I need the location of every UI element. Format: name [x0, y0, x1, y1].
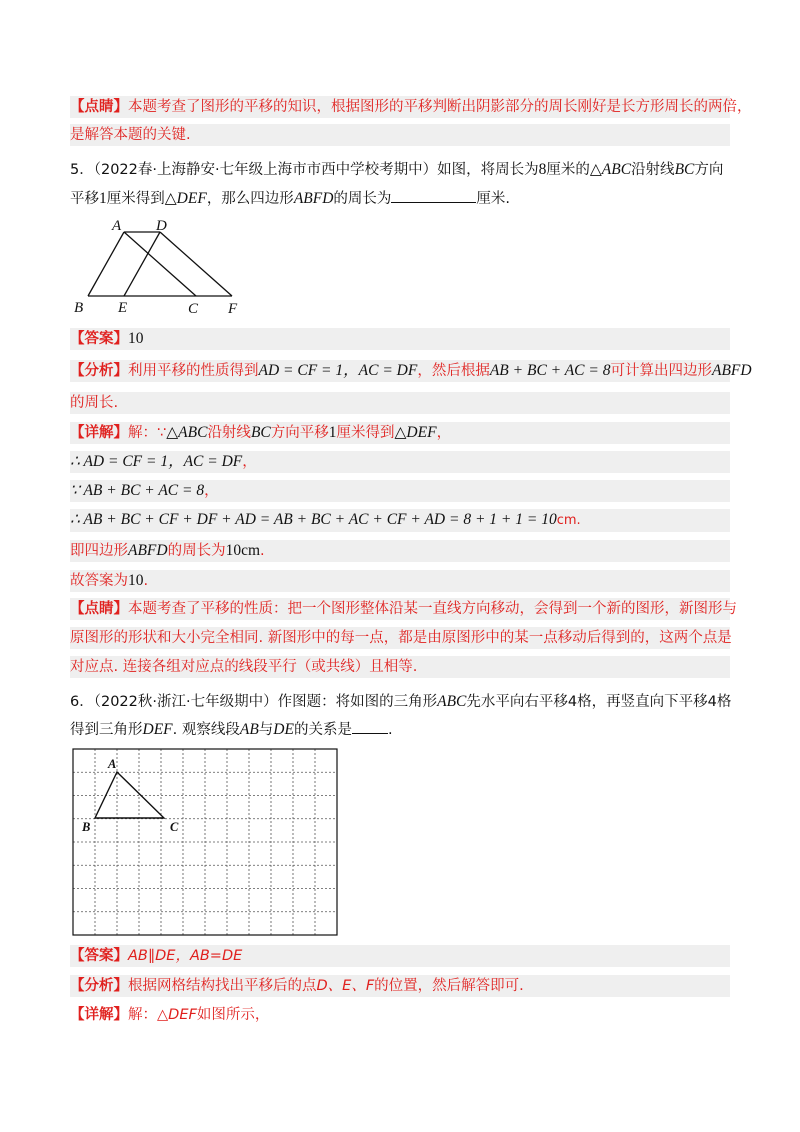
- label-b: B: [82, 820, 91, 834]
- q6-stem-line2: 得到三角形DEF. 观察线段AB与DE的关系是 .: [70, 721, 393, 738]
- q5-dianjing-line3: 对应点. 连接各组对应点的线段平行（或共线）且相等.: [70, 656, 730, 678]
- q5-answer-blank: [391, 188, 476, 203]
- q5-dianjing-line2: 原图形的形状和大小完全相同. 新图形中的每一点，都是由原图形中的某一点移动后得到的，这两个点是: [70, 627, 730, 649]
- label-d: D: [156, 218, 167, 234]
- q6-analysis: 【分析】根据网格结构找出平移后的点D、E、F的位置，然后解答即可.: [70, 975, 730, 997]
- segment-ac: [124, 232, 196, 296]
- q5-analysis-line2: 的周长.: [70, 392, 730, 414]
- label-f: F: [228, 301, 238, 317]
- q5-detail-line3: ∵ AB + BC + AC = 8，: [70, 480, 730, 502]
- label-b: B: [74, 300, 84, 316]
- dianjing-q4-line2: 是解答本题的关键.: [70, 124, 730, 146]
- q5-answer: 【答案】10: [70, 328, 730, 350]
- q5-analysis-line1: 【分析】利用平移的性质得到AD = CF = 1，AC = DF，然后根据AB + BC + AC = 8可计算出四边形ABFD: [70, 360, 730, 382]
- grid-lines: [73, 749, 337, 935]
- segment-de: [124, 232, 160, 296]
- q5-stem-line1: 5．（2022春·上海静安·七年级上海市市西中学校考期中）如图，将周长为8厘米的△ABC沿射线BC方向: [70, 161, 724, 178]
- label-c: C: [170, 820, 179, 834]
- triangle-abc: [95, 772, 164, 818]
- q6-answer-blank: [352, 719, 388, 734]
- dianjing-q4-line1: 【点睛】本题考查了图形的平移的知识，根据图形的平移判断出阴影部分的周长刚好是长方形周长的两倍，: [70, 96, 730, 118]
- q6-stem-line1: 6．（2022秋·浙江·七年级期中）作图题：将如图的三角形ABC先水平向右平移4格，再竖直向下平移4格: [70, 693, 732, 710]
- q5-detail-line5: 即四边形ABFD的周长为10cm.: [70, 540, 730, 562]
- q6-answer: 【答案】AB∥DE，AB=DE: [70, 945, 730, 967]
- q5-detail-line2: ∴ AD = CF = 1，AC = DF，: [70, 451, 730, 473]
- segment-ab: [88, 232, 124, 296]
- q6-detail: 【详解】解：△DEF如图所示，: [70, 1007, 270, 1023]
- label-e: E: [118, 300, 128, 316]
- q5-dianjing-line1: 【点睛】本题考查了平移的性质：把一个图形整体沿某一直线方向移动，会得到一个新的图形，新图形与: [70, 598, 730, 620]
- segment-df: [160, 232, 232, 296]
- label-a: A: [112, 218, 122, 234]
- q5-stem-line2: 平移1厘米得到△DEF，那么四边形ABFD的周长为 厘米.: [70, 190, 511, 207]
- q6-grid-figure: [70, 746, 342, 940]
- q5-detail-line6: 故答案为10.: [70, 570, 730, 592]
- q5-detail-line1: 【详解】解：∵△ABC沿射线BC方向平移1厘米得到△DEF，: [70, 422, 730, 444]
- q5-detail-line4: ∴ AB + BC + CF + DF + AD = AB + BC + AC + CF + AD = 8 + 1 + 1 = 10cm.: [70, 509, 730, 532]
- label-c: C: [188, 301, 199, 317]
- label-a: A: [108, 757, 117, 771]
- q5-parallelogram-figure: [70, 214, 260, 318]
